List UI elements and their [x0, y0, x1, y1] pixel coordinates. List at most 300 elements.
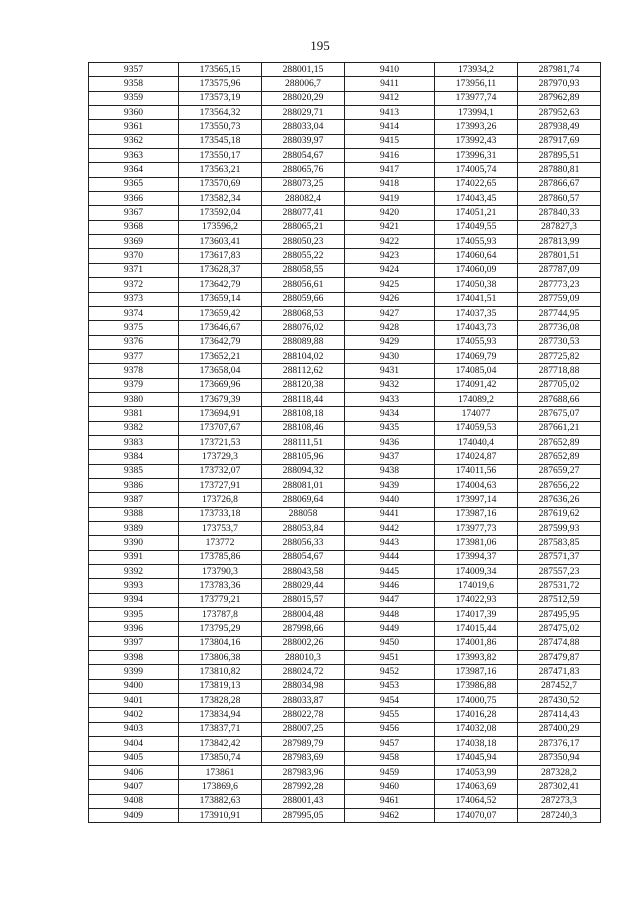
- point-number-cell: 9397: [89, 636, 179, 650]
- y-coordinate-cell: 287688,66: [518, 392, 601, 406]
- point-number-cell: 9433: [345, 392, 435, 406]
- table-row: [89, 134, 601, 148]
- y-coordinate-cell: 288108,46: [262, 421, 345, 435]
- table-row: [89, 321, 601, 335]
- y-coordinate-cell: 288056,33: [262, 536, 345, 550]
- x-coordinate-cell: 173993,82: [435, 651, 518, 665]
- x-coordinate-cell: 174045,94: [435, 751, 518, 765]
- x-coordinate-cell: 174089,2: [435, 392, 518, 406]
- point-number-cell: 9360: [89, 106, 179, 120]
- point-number-cell: 9441: [345, 507, 435, 521]
- table-row: [89, 421, 601, 435]
- point-number-cell: 9388: [89, 507, 179, 521]
- point-number-cell: 9379: [89, 378, 179, 392]
- y-coordinate-cell: 288056,61: [262, 278, 345, 292]
- x-coordinate-cell: 174055,93: [435, 235, 518, 249]
- point-number-cell: 9413: [345, 106, 435, 120]
- point-number-cell: 9419: [345, 192, 435, 206]
- point-number-cell: 9405: [89, 751, 179, 765]
- table-row: [89, 593, 601, 607]
- point-number-cell: 9460: [345, 780, 435, 794]
- y-coordinate-cell: 288058: [262, 507, 345, 521]
- y-coordinate-cell: 287652,89: [518, 450, 601, 464]
- x-coordinate-cell: 173804,16: [179, 636, 262, 650]
- y-coordinate-cell: 287992,28: [262, 780, 345, 794]
- point-number-cell: 9453: [345, 679, 435, 693]
- x-coordinate-cell: 173787,8: [179, 608, 262, 622]
- point-number-cell: 9371: [89, 263, 179, 277]
- x-coordinate-cell: 174077: [435, 407, 518, 421]
- point-number-cell: 9395: [89, 608, 179, 622]
- y-coordinate-cell: 287773,23: [518, 278, 601, 292]
- table-row: [89, 780, 601, 794]
- y-coordinate-cell: 287866,67: [518, 177, 601, 191]
- x-coordinate-cell: 173850,74: [179, 751, 262, 765]
- y-coordinate-cell: 287744,95: [518, 306, 601, 320]
- y-coordinate-cell: 287474,88: [518, 636, 601, 650]
- x-coordinate-cell: 174051,21: [435, 206, 518, 220]
- y-coordinate-cell: 288006,7: [262, 77, 345, 91]
- y-coordinate-cell: 287730,53: [518, 335, 601, 349]
- x-coordinate-cell: 173628,37: [179, 263, 262, 277]
- x-coordinate-cell: 173570,69: [179, 177, 262, 191]
- point-number-cell: 9361: [89, 120, 179, 134]
- point-number-cell: 9456: [345, 722, 435, 736]
- point-number-cell: 9391: [89, 550, 179, 564]
- y-coordinate-cell: 287880,81: [518, 163, 601, 177]
- point-number-cell: 9389: [89, 522, 179, 536]
- point-number-cell: 9378: [89, 364, 179, 378]
- x-coordinate-cell: 173837,71: [179, 722, 262, 736]
- y-coordinate-cell: 288104,02: [262, 349, 345, 363]
- table-row: [89, 263, 601, 277]
- x-coordinate-cell: 173986,88: [435, 679, 518, 693]
- point-number-cell: 9447: [345, 593, 435, 607]
- point-number-cell: 9364: [89, 163, 179, 177]
- y-coordinate-cell: 288120,38: [262, 378, 345, 392]
- x-coordinate-cell: 173732,07: [179, 464, 262, 478]
- x-coordinate-cell: 173994,1: [435, 106, 518, 120]
- table-row: [89, 77, 601, 91]
- x-coordinate-cell: 174050,38: [435, 278, 518, 292]
- x-coordinate-cell: 173550,17: [179, 149, 262, 163]
- y-coordinate-cell: 287636,26: [518, 493, 601, 507]
- table-row: [89, 292, 601, 306]
- point-number-cell: 9365: [89, 177, 179, 191]
- y-coordinate-cell: 288024,72: [262, 665, 345, 679]
- y-coordinate-cell: 287989,79: [262, 737, 345, 751]
- y-coordinate-cell: 287981,74: [518, 63, 601, 77]
- point-number-cell: 9394: [89, 593, 179, 607]
- x-coordinate-cell: 174070,07: [435, 808, 518, 822]
- point-number-cell: 9387: [89, 493, 179, 507]
- x-coordinate-cell: 173646,67: [179, 321, 262, 335]
- x-coordinate-cell: 173642,79: [179, 335, 262, 349]
- y-coordinate-cell: 288015,57: [262, 593, 345, 607]
- table-row: [89, 565, 601, 579]
- x-coordinate-cell: 173987,16: [435, 665, 518, 679]
- x-coordinate-cell: 174017,39: [435, 608, 518, 622]
- y-coordinate-cell: 287970,93: [518, 77, 601, 91]
- x-coordinate-cell: 173810,82: [179, 665, 262, 679]
- y-coordinate-cell: 287983,96: [262, 765, 345, 779]
- y-coordinate-cell: 288004,48: [262, 608, 345, 622]
- x-coordinate-cell: 173993,26: [435, 120, 518, 134]
- table-row: [89, 522, 601, 536]
- y-coordinate-cell: 288059,66: [262, 292, 345, 306]
- x-coordinate-cell: 173659,14: [179, 292, 262, 306]
- x-coordinate-cell: 173910,91: [179, 808, 262, 822]
- x-coordinate-cell: 173592,04: [179, 206, 262, 220]
- x-coordinate-cell: 174059,53: [435, 421, 518, 435]
- x-coordinate-cell: 173729,3: [179, 450, 262, 464]
- point-number-cell: 9439: [345, 478, 435, 492]
- point-number-cell: 9461: [345, 794, 435, 808]
- point-number-cell: 9436: [345, 435, 435, 449]
- y-coordinate-cell: 288111,51: [262, 435, 345, 449]
- point-number-cell: 9437: [345, 450, 435, 464]
- table-row: [89, 536, 601, 550]
- point-number-cell: 9425: [345, 278, 435, 292]
- point-number-cell: 9367: [89, 206, 179, 220]
- table-row: [89, 206, 601, 220]
- point-number-cell: 9415: [345, 134, 435, 148]
- point-number-cell: 9375: [89, 321, 179, 335]
- y-coordinate-cell: 287273,3: [518, 794, 601, 808]
- table-row: [89, 751, 601, 765]
- y-coordinate-cell: 288068,53: [262, 306, 345, 320]
- point-number-cell: 9426: [345, 292, 435, 306]
- x-coordinate-cell: 174038,18: [435, 737, 518, 751]
- point-number-cell: 9374: [89, 306, 179, 320]
- x-coordinate-cell: 173981,06: [435, 536, 518, 550]
- table-row: [89, 392, 601, 406]
- table-row: [89, 679, 601, 693]
- point-number-cell: 9390: [89, 536, 179, 550]
- y-coordinate-cell: 287475,02: [518, 622, 601, 636]
- point-number-cell: 9358: [89, 77, 179, 91]
- y-coordinate-cell: 287998,66: [262, 622, 345, 636]
- y-coordinate-cell: 288089,88: [262, 335, 345, 349]
- y-coordinate-cell: 288069,64: [262, 493, 345, 507]
- table-row: [89, 249, 601, 263]
- x-coordinate-cell: 174022,65: [435, 177, 518, 191]
- point-number-cell: 9410: [345, 63, 435, 77]
- y-coordinate-cell: 287656,22: [518, 478, 601, 492]
- table-row: [89, 507, 601, 521]
- table-row: [89, 651, 601, 665]
- x-coordinate-cell: 173783,36: [179, 579, 262, 593]
- table-row: [89, 235, 601, 249]
- point-number-cell: 9420: [345, 206, 435, 220]
- y-coordinate-cell: 287571,37: [518, 550, 601, 564]
- point-number-cell: 9451: [345, 651, 435, 665]
- x-coordinate-cell: 174009,34: [435, 565, 518, 579]
- table-row: [89, 579, 601, 593]
- point-number-cell: 9455: [345, 708, 435, 722]
- x-coordinate-cell: 173564,32: [179, 106, 262, 120]
- y-coordinate-cell: 288001,43: [262, 794, 345, 808]
- point-number-cell: 9416: [345, 149, 435, 163]
- y-coordinate-cell: 287328,2: [518, 765, 601, 779]
- point-number-cell: 9440: [345, 493, 435, 507]
- x-coordinate-cell: 173772: [179, 536, 262, 550]
- point-number-cell: 9370: [89, 249, 179, 263]
- x-coordinate-cell: 174011,56: [435, 464, 518, 478]
- y-coordinate-cell: 287376,17: [518, 737, 601, 751]
- y-coordinate-cell: 288065,76: [262, 163, 345, 177]
- x-coordinate-cell: 173997,14: [435, 493, 518, 507]
- x-coordinate-cell: 173573,19: [179, 91, 262, 105]
- point-number-cell: 9366: [89, 192, 179, 206]
- y-coordinate-cell: 287952,63: [518, 106, 601, 120]
- x-coordinate-cell: 174064,52: [435, 794, 518, 808]
- y-coordinate-cell: 288029,71: [262, 106, 345, 120]
- point-number-cell: 9438: [345, 464, 435, 478]
- point-number-cell: 9409: [89, 808, 179, 822]
- point-number-cell: 9442: [345, 522, 435, 536]
- y-coordinate-cell: 288050,23: [262, 235, 345, 249]
- x-coordinate-cell: 174085,04: [435, 364, 518, 378]
- table-row: [89, 220, 601, 234]
- y-coordinate-cell: 287827,3: [518, 220, 601, 234]
- y-coordinate-cell: 287962,89: [518, 91, 601, 105]
- y-coordinate-cell: 288033,04: [262, 120, 345, 134]
- point-number-cell: 9435: [345, 421, 435, 435]
- point-number-cell: 9400: [89, 679, 179, 693]
- point-number-cell: 9393: [89, 579, 179, 593]
- y-coordinate-cell: 287725,82: [518, 349, 601, 363]
- y-coordinate-cell: 288054,67: [262, 149, 345, 163]
- point-number-cell: 9363: [89, 149, 179, 163]
- table-row: [89, 378, 601, 392]
- table-row: [89, 608, 601, 622]
- x-coordinate-cell: 173642,79: [179, 278, 262, 292]
- point-number-cell: 9424: [345, 263, 435, 277]
- point-number-cell: 9446: [345, 579, 435, 593]
- x-coordinate-cell: 173727,91: [179, 478, 262, 492]
- x-coordinate-cell: 174016,28: [435, 708, 518, 722]
- y-coordinate-cell: 287557,23: [518, 565, 601, 579]
- y-coordinate-cell: 287787,09: [518, 263, 601, 277]
- y-coordinate-cell: 287414,43: [518, 708, 601, 722]
- x-coordinate-cell: 173707,67: [179, 421, 262, 435]
- table-row: [89, 550, 601, 564]
- point-number-cell: 9376: [89, 335, 179, 349]
- point-number-cell: 9452: [345, 665, 435, 679]
- y-coordinate-cell: 288010,3: [262, 651, 345, 665]
- table-row: [89, 622, 601, 636]
- x-coordinate-cell: 173721,53: [179, 435, 262, 449]
- point-number-cell: 9432: [345, 378, 435, 392]
- y-coordinate-cell: 287599,93: [518, 522, 601, 536]
- x-coordinate-cell: 173753,7: [179, 522, 262, 536]
- point-number-cell: 9386: [89, 478, 179, 492]
- x-coordinate-cell: 174043,45: [435, 192, 518, 206]
- y-coordinate-cell: 288034,98: [262, 679, 345, 693]
- y-coordinate-cell: 287759,09: [518, 292, 601, 306]
- point-number-cell: 9458: [345, 751, 435, 765]
- table-row: [89, 722, 601, 736]
- x-coordinate-cell: 173563,21: [179, 163, 262, 177]
- point-number-cell: 9430: [345, 349, 435, 363]
- point-number-cell: 9443: [345, 536, 435, 550]
- point-number-cell: 9408: [89, 794, 179, 808]
- y-coordinate-cell: 288054,67: [262, 550, 345, 564]
- x-coordinate-cell: 174005,74: [435, 163, 518, 177]
- x-coordinate-cell: 174037,35: [435, 306, 518, 320]
- point-number-cell: 9402: [89, 708, 179, 722]
- x-coordinate-cell: 174015,44: [435, 622, 518, 636]
- x-coordinate-cell: 174060,64: [435, 249, 518, 263]
- x-coordinate-cell: 173603,41: [179, 235, 262, 249]
- x-coordinate-cell: 174032,08: [435, 722, 518, 736]
- x-coordinate-cell: 173582,34: [179, 192, 262, 206]
- point-number-cell: 9368: [89, 220, 179, 234]
- point-number-cell: 9380: [89, 392, 179, 406]
- table-row: [89, 407, 601, 421]
- y-coordinate-cell: 288112,62: [262, 364, 345, 378]
- x-coordinate-cell: 174004,63: [435, 478, 518, 492]
- x-coordinate-cell: 173565,15: [179, 63, 262, 77]
- table-row: [89, 106, 601, 120]
- x-coordinate-cell: 173779,21: [179, 593, 262, 607]
- point-number-cell: 9396: [89, 622, 179, 636]
- point-number-cell: 9357: [89, 63, 179, 77]
- y-coordinate-cell: 287495,95: [518, 608, 601, 622]
- x-coordinate-cell: 173869,6: [179, 780, 262, 794]
- table-row: [89, 464, 601, 478]
- point-number-cell: 9418: [345, 177, 435, 191]
- table-row: [89, 278, 601, 292]
- table-row: [89, 450, 601, 464]
- table-row: [89, 694, 601, 708]
- y-coordinate-cell: 287400,29: [518, 722, 601, 736]
- y-coordinate-cell: 288029,44: [262, 579, 345, 593]
- point-number-cell: 9449: [345, 622, 435, 636]
- y-coordinate-cell: 288022,78: [262, 708, 345, 722]
- point-number-cell: 9399: [89, 665, 179, 679]
- point-number-cell: 9431: [345, 364, 435, 378]
- point-number-cell: 9381: [89, 407, 179, 421]
- x-coordinate-cell: 174041,51: [435, 292, 518, 306]
- coordinates-table: [88, 62, 601, 823]
- table-row: [89, 120, 601, 134]
- x-coordinate-cell: 173617,83: [179, 249, 262, 263]
- point-number-cell: 9423: [345, 249, 435, 263]
- table-row: [89, 435, 601, 449]
- point-number-cell: 9459: [345, 765, 435, 779]
- x-coordinate-cell: 174060,09: [435, 263, 518, 277]
- y-coordinate-cell: 288002,26: [262, 636, 345, 650]
- point-number-cell: 9401: [89, 694, 179, 708]
- x-coordinate-cell: 173795,29: [179, 622, 262, 636]
- x-coordinate-cell: 174019,6: [435, 579, 518, 593]
- y-coordinate-cell: 287718,88: [518, 364, 601, 378]
- x-coordinate-cell: 173596,2: [179, 220, 262, 234]
- point-number-cell: 9392: [89, 565, 179, 579]
- x-coordinate-cell: 173790,3: [179, 565, 262, 579]
- y-coordinate-cell: 287736,08: [518, 321, 601, 335]
- x-coordinate-cell: 174040,4: [435, 435, 518, 449]
- y-coordinate-cell: 288058,55: [262, 263, 345, 277]
- x-coordinate-cell: 173956,11: [435, 77, 518, 91]
- x-coordinate-cell: 173992,43: [435, 134, 518, 148]
- x-coordinate-cell: 173550,73: [179, 120, 262, 134]
- x-coordinate-cell: 173659,42: [179, 306, 262, 320]
- table-row: [89, 163, 601, 177]
- y-coordinate-cell: 288118,44: [262, 392, 345, 406]
- x-coordinate-cell: 174024,87: [435, 450, 518, 464]
- point-number-cell: 9414: [345, 120, 435, 134]
- x-coordinate-cell: 173842,42: [179, 737, 262, 751]
- y-coordinate-cell: 288076,02: [262, 321, 345, 335]
- x-coordinate-cell: 173977,73: [435, 522, 518, 536]
- table-row: [89, 306, 601, 320]
- x-coordinate-cell: 173733,18: [179, 507, 262, 521]
- point-number-cell: 9377: [89, 349, 179, 363]
- x-coordinate-cell: 173828,28: [179, 694, 262, 708]
- x-coordinate-cell: 173882,63: [179, 794, 262, 808]
- x-coordinate-cell: 174091,42: [435, 378, 518, 392]
- y-coordinate-cell: 287860,57: [518, 192, 601, 206]
- y-coordinate-cell: 287583,85: [518, 536, 601, 550]
- page-number: 195: [310, 38, 330, 53]
- y-coordinate-cell: 287512,59: [518, 593, 601, 607]
- table-row: [89, 192, 601, 206]
- point-number-cell: 9448: [345, 608, 435, 622]
- table-row: [89, 335, 601, 349]
- table-row: [89, 808, 601, 822]
- x-coordinate-cell: 174069,79: [435, 349, 518, 363]
- y-coordinate-cell: 288043,58: [262, 565, 345, 579]
- y-coordinate-cell: 287801,51: [518, 249, 601, 263]
- point-number-cell: 9407: [89, 780, 179, 794]
- x-coordinate-cell: 173994,37: [435, 550, 518, 564]
- point-number-cell: 9422: [345, 235, 435, 249]
- y-coordinate-cell: 288055,22: [262, 249, 345, 263]
- table-row: [89, 636, 601, 650]
- y-coordinate-cell: 287995,05: [262, 808, 345, 822]
- point-number-cell: 9417: [345, 163, 435, 177]
- point-number-cell: 9385: [89, 464, 179, 478]
- x-coordinate-cell: 174049,55: [435, 220, 518, 234]
- y-coordinate-cell: 288053,84: [262, 522, 345, 536]
- table-row: [89, 737, 601, 751]
- y-coordinate-cell: 288073,25: [262, 177, 345, 191]
- point-number-cell: 9372: [89, 278, 179, 292]
- y-coordinate-cell: 288094,32: [262, 464, 345, 478]
- point-number-cell: 9403: [89, 722, 179, 736]
- x-coordinate-cell: 173545,18: [179, 134, 262, 148]
- table-row: [89, 665, 601, 679]
- point-number-cell: 9450: [345, 636, 435, 650]
- table-row: [89, 364, 601, 378]
- point-number-cell: 9427: [345, 306, 435, 320]
- y-coordinate-cell: 287675,07: [518, 407, 601, 421]
- y-coordinate-cell: 288108,18: [262, 407, 345, 421]
- point-number-cell: 9421: [345, 220, 435, 234]
- x-coordinate-cell: 173834,94: [179, 708, 262, 722]
- table-row: [89, 149, 601, 163]
- point-number-cell: 9398: [89, 651, 179, 665]
- point-number-cell: 9383: [89, 435, 179, 449]
- point-number-cell: 9369: [89, 235, 179, 249]
- y-coordinate-cell: 287938,49: [518, 120, 601, 134]
- point-number-cell: 9429: [345, 335, 435, 349]
- y-coordinate-cell: 287661,21: [518, 421, 601, 435]
- x-coordinate-cell: 173785,86: [179, 550, 262, 564]
